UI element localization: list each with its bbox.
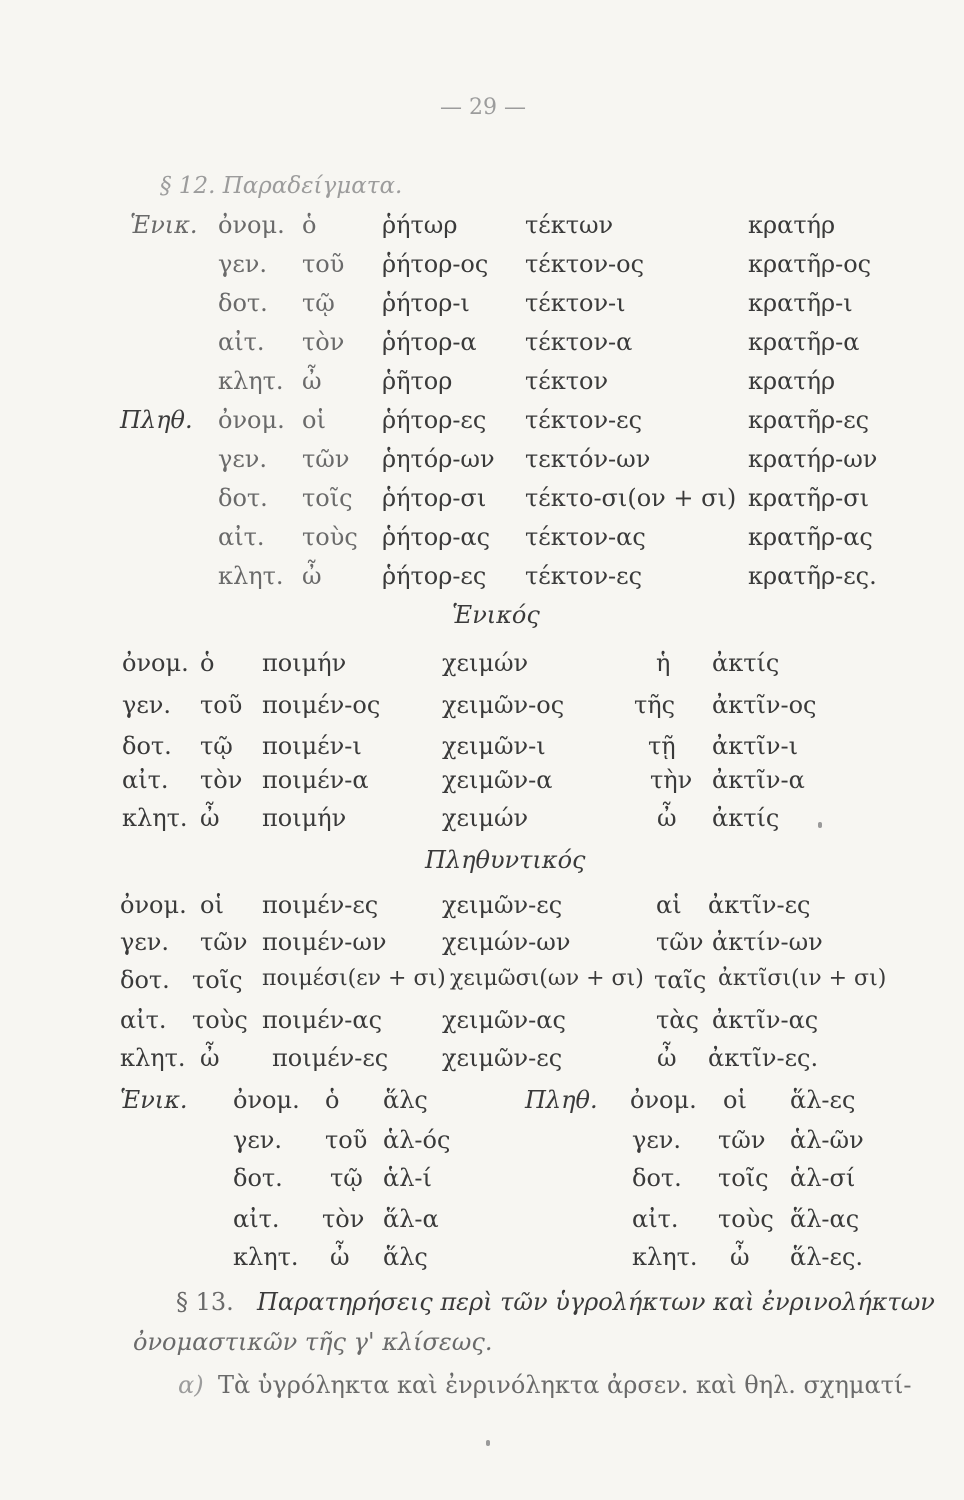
word-form: ποιμέν-ων [262, 928, 387, 956]
word-form: κρατῆρ-ος [748, 250, 872, 278]
word-form: τέκτο-σι(ον + σι) [525, 484, 737, 512]
case-label: γεν. [120, 928, 169, 956]
word-form: ῥῆτορ [382, 367, 453, 395]
case-label: κλητ. [120, 1044, 186, 1072]
word-form: κρατῆρ-ες [748, 406, 870, 434]
word-form: ἅλς [383, 1086, 428, 1114]
article: τοὺς [192, 1006, 248, 1034]
article: τῶν [656, 928, 704, 956]
word-form: ἅλ-α [383, 1205, 439, 1233]
article: ὁ [302, 211, 317, 239]
article: τοῦ [200, 691, 243, 719]
case-label: γεν. [632, 1126, 681, 1154]
word-form: ἁλ-ῶν [790, 1126, 864, 1154]
word-form: τέκτον-ος [525, 250, 645, 278]
word-form: ποιμέν-ι [262, 732, 362, 760]
article: τὰς [656, 1006, 699, 1034]
case-label: κλητ. [122, 804, 188, 832]
word-form: ἀκτῖν-ι [712, 732, 799, 760]
word-form: χειμῶσι(ων + σι) [450, 966, 644, 991]
paragraph-text: Τὰ ὑγρόληκτα καὶ ἐνρινόληκτα ἀρσεν. καὶ θηλ. σχηματί- [218, 1371, 912, 1399]
paragraph-marker: α) [178, 1371, 204, 1399]
word-form: κρατήρ [748, 211, 836, 239]
word-form: χειμῶν-ας [442, 1006, 566, 1034]
article: ὦ [200, 804, 220, 832]
word-form: ποιμέσι(εν + σι) [262, 966, 446, 991]
article: τοῖς [192, 966, 243, 994]
word-form: ἀκτῖν-ες [708, 891, 811, 919]
article: τοὺς [302, 523, 358, 551]
case-label: δοτ. [632, 1164, 682, 1192]
page-number: — 29 — [440, 95, 526, 120]
case-label: γεν. [122, 691, 171, 719]
word-form: ἀκτίς [712, 804, 780, 832]
word-form: ἀκτίν-ων [712, 928, 823, 956]
singular-label: Ἑνικ. [120, 1086, 188, 1114]
article: τοὺς [718, 1205, 774, 1233]
ink-speck [486, 1440, 490, 1446]
article: τῶν [302, 445, 350, 473]
word-form: ῥήτωρ [382, 211, 458, 239]
case-label: αἰτ. [122, 766, 169, 794]
word-form: τέκτον-α [525, 328, 633, 356]
article: ταῖς [654, 966, 707, 994]
word-form: τέκτον-ας [525, 523, 646, 551]
ink-speck [818, 822, 822, 828]
word-form: ποιμέν-ες [272, 1044, 389, 1072]
word-form: κρατῆρ-ι [748, 289, 853, 317]
article: τῶν [200, 928, 248, 956]
article: αἱ [656, 891, 682, 919]
word-form: ῥήτορ-α [382, 328, 477, 356]
case-label: κλητ. [218, 367, 284, 395]
singular-heading: Ἑνικός [452, 601, 540, 629]
word-form: τέκτον-ι [525, 289, 626, 317]
word-form: ποιμήν [262, 804, 347, 832]
article: ὁ [200, 649, 215, 677]
word-form: κρατῆρ-σι [748, 484, 869, 512]
word-form: χειμῶν-ι [442, 732, 546, 760]
case-label: αἰτ. [632, 1205, 679, 1233]
word-form: ἅλς [383, 1243, 428, 1271]
case-label: κλητ. [233, 1243, 299, 1271]
article: ὁ [325, 1086, 340, 1114]
word-form: χειμῶν-ες [442, 1044, 563, 1072]
article: τοῦ [325, 1126, 368, 1154]
word-form: ἁλ-ός [383, 1126, 451, 1154]
word-form: ῥήτορ-ος [382, 250, 489, 278]
case-label: δοτ. [120, 966, 170, 994]
word-form: ποιμέν-ες [262, 891, 379, 919]
plural-label: Πληθ. [525, 1086, 598, 1114]
word-form: τέκτον [525, 367, 609, 395]
word-form: ποιμέν-α [262, 766, 369, 794]
word-form: κρατήρ [748, 367, 836, 395]
word-form: κρατῆρ-ες. [748, 562, 877, 590]
word-form: κρατήρ-ων [748, 445, 878, 473]
plural-label: Πληθ. [120, 406, 193, 434]
word-form: ἀκτῖν-α [712, 766, 805, 794]
case-label: δοτ. [218, 289, 268, 317]
article: τὸν [200, 766, 243, 794]
article: ὦ [302, 562, 322, 590]
word-form: τέκτον-ες [525, 562, 643, 590]
article: ὦ [657, 804, 677, 832]
article: τοῖς [302, 484, 353, 512]
case-label: γεν. [218, 445, 267, 473]
case-label: ὀνομ. [120, 891, 187, 919]
article: τῶν [718, 1126, 766, 1154]
word-form: ῥήτορ-ες [382, 406, 487, 434]
word-form: κρατῆρ-ας [748, 523, 873, 551]
article: οἱ [200, 891, 224, 919]
word-form: ῥήτορ-ας [382, 523, 491, 551]
word-form: ἁλ-σί [790, 1164, 856, 1192]
article: τῷ [302, 289, 335, 317]
case-label: αἰτ. [218, 523, 265, 551]
article: ἡ [656, 649, 671, 677]
word-form: κρατῆρ-α [748, 328, 860, 356]
word-form: ἀκτῖσι(ιν + σι) [718, 966, 887, 991]
word-form: ἁλ-ί [383, 1164, 432, 1192]
word-form: χειμῶν-ος [442, 691, 565, 719]
article: τὸν [302, 328, 345, 356]
word-form: ῥήτορ-σι [382, 484, 487, 512]
section-13-title-continued: ὀνομαστικῶν τῆς γ' κλίσεως. [133, 1328, 493, 1356]
case-label: ὀνομ. [233, 1086, 300, 1114]
article: ὦ [330, 1243, 350, 1271]
word-form: ἀκτῖν-ες. [708, 1044, 819, 1072]
article: τῇ [648, 732, 676, 760]
word-form: ἅλ-ες. [790, 1243, 864, 1271]
case-label: ὀνομ. [122, 649, 189, 677]
word-form: τεκτόν-ων [525, 445, 651, 473]
article: οἱ [723, 1086, 747, 1114]
case-label: ὀνομ. [218, 406, 285, 434]
case-label: ὀνομ. [218, 211, 285, 239]
article: ὦ [302, 367, 322, 395]
word-form: ἅλ-ας [790, 1205, 860, 1233]
article: τοῖς [718, 1164, 769, 1192]
article: τῆς [634, 691, 676, 719]
case-label: αἰτ. [120, 1006, 167, 1034]
word-form: ἀκτῖν-ας [712, 1006, 819, 1034]
article: ὦ [200, 1044, 220, 1072]
word-form: ἀκτίς [712, 649, 780, 677]
case-label: αἰτ. [233, 1205, 280, 1233]
word-form: ἅλ-ες [790, 1086, 856, 1114]
article: ὦ [657, 1044, 677, 1072]
word-form: ῥήτορ-ι [382, 289, 470, 317]
article: τὸν [322, 1205, 365, 1233]
article: τοῦ [302, 250, 345, 278]
plural-heading: Πληθυντικός [425, 846, 586, 874]
case-label: κλητ. [632, 1243, 698, 1271]
section-13-title: Παρατηρήσεις περὶ τῶν ὑγρολήκτων καὶ ἐνρινολήκτων [257, 1288, 935, 1316]
article: τὴν [650, 766, 693, 794]
case-label: δοτ. [122, 732, 172, 760]
word-form: χειμών-ων [442, 928, 571, 956]
article: τῷ [200, 732, 233, 760]
word-form: ῥήτορ-ες [382, 562, 487, 590]
singular-label: Ἑνικ. [130, 211, 198, 239]
case-label: γεν. [233, 1126, 282, 1154]
word-form: τέκτον-ες [525, 406, 643, 434]
article: τῷ [330, 1164, 363, 1192]
article: ὦ [730, 1243, 750, 1271]
word-form: ποιμέν-ας [262, 1006, 383, 1034]
word-form: ῥητόρ-ων [382, 445, 495, 473]
case-label: ὀνομ. [630, 1086, 697, 1114]
case-label: αἰτ. [218, 328, 265, 356]
word-form: ποιμέν-ος [262, 691, 381, 719]
section-12-heading: § 12. Παραδείγματα. [160, 173, 403, 199]
word-form: χειμών [442, 649, 529, 677]
case-label: δοτ. [233, 1164, 283, 1192]
article: οἱ [302, 406, 326, 434]
word-form: τέκτων [525, 211, 614, 239]
case-label: δοτ. [218, 484, 268, 512]
word-form: χειμῶν-α [442, 766, 553, 794]
case-label: γεν. [218, 250, 267, 278]
word-form: ἀκτῖν-ος [712, 691, 817, 719]
case-label: κλητ. [218, 562, 284, 590]
section-13-number: § 13. [176, 1288, 234, 1316]
word-form: ποιμήν [262, 649, 347, 677]
word-form: χειμῶν-ες [442, 891, 563, 919]
word-form: χειμών [442, 804, 529, 832]
